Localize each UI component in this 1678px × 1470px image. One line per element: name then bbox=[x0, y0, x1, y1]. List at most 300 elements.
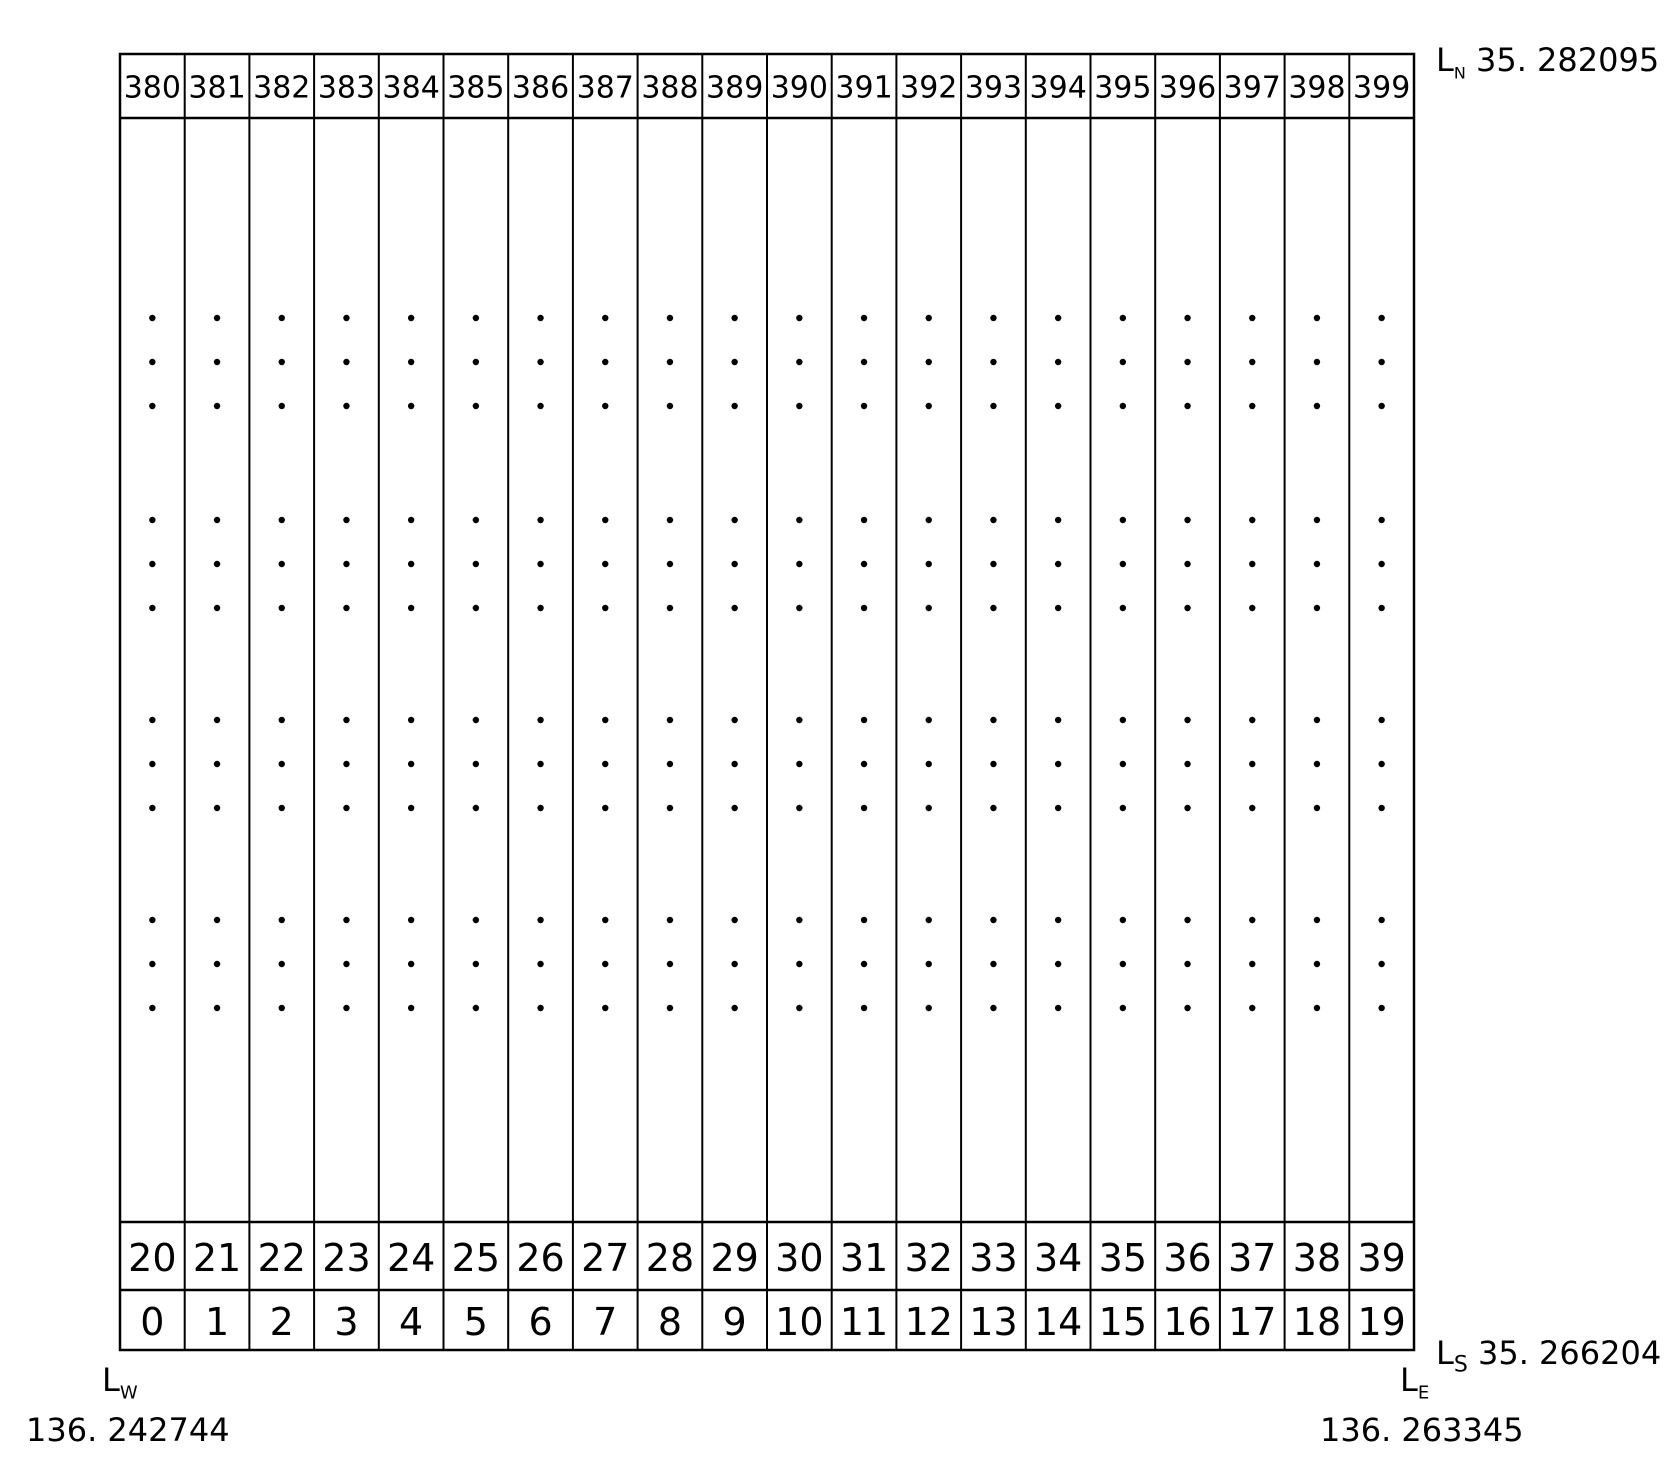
ellipsis-dot bbox=[537, 961, 543, 967]
ellipsis-dot bbox=[1184, 403, 1190, 409]
bottom-cell-number: 17 bbox=[1228, 1300, 1277, 1344]
west-longitude-value: 136. 242744 bbox=[26, 1411, 230, 1449]
second-row-cell-number: 24 bbox=[386, 1236, 436, 1280]
ellipsis-dot bbox=[602, 805, 608, 811]
ellipsis-dot bbox=[990, 805, 996, 811]
east-symbol: L bbox=[1400, 1361, 1418, 1399]
ellipsis-dot bbox=[1314, 805, 1320, 811]
ellipsis-dot bbox=[926, 917, 932, 923]
ellipsis-dot bbox=[731, 517, 737, 523]
ellipsis-dot bbox=[796, 717, 802, 723]
second-row-cell-number: 32 bbox=[904, 1236, 953, 1280]
ellipsis-dot bbox=[408, 359, 414, 365]
north-symbol: L bbox=[1436, 41, 1454, 79]
second-row-cell-number: 31 bbox=[839, 1236, 889, 1280]
ellipsis-dot bbox=[1378, 315, 1384, 321]
ellipsis-dot bbox=[1378, 805, 1384, 811]
ellipsis-dot bbox=[796, 1005, 802, 1011]
ellipsis-dot bbox=[1184, 805, 1190, 811]
ellipsis-dot bbox=[731, 717, 737, 723]
ellipsis-dot bbox=[1378, 761, 1384, 767]
ellipsis-dot bbox=[343, 517, 349, 523]
ellipsis-dot bbox=[861, 605, 867, 611]
ellipsis-dot bbox=[473, 761, 479, 767]
ellipsis-dot bbox=[408, 717, 414, 723]
ellipsis-dot bbox=[473, 961, 479, 967]
ellipsis-dot bbox=[1120, 517, 1126, 523]
second-row-cell-number: 37 bbox=[1228, 1236, 1277, 1280]
ellipsis-dot bbox=[667, 917, 673, 923]
ellipsis-dot bbox=[537, 805, 543, 811]
top-cell-number: 389 bbox=[706, 70, 764, 106]
second-row-cell-number: 33 bbox=[969, 1236, 1018, 1280]
ellipsis-dot bbox=[602, 917, 608, 923]
ellipsis-dot bbox=[667, 561, 673, 567]
ellipsis-dot bbox=[667, 717, 673, 723]
ellipsis-dot bbox=[473, 517, 479, 523]
ellipsis-dot bbox=[990, 359, 996, 365]
bottom-cell-number: 7 bbox=[593, 1300, 618, 1344]
ellipsis-dot bbox=[990, 761, 996, 767]
bottom-cell-number: 10 bbox=[775, 1300, 824, 1344]
ellipsis-dot bbox=[214, 717, 220, 723]
ellipsis-dot bbox=[408, 1005, 414, 1011]
ellipsis-dot bbox=[1378, 359, 1384, 365]
ellipsis-dot bbox=[1314, 717, 1320, 723]
second-row-cell-number: 39 bbox=[1357, 1236, 1406, 1280]
ellipsis-dot bbox=[1314, 403, 1320, 409]
ellipsis-dot bbox=[796, 917, 802, 923]
bottom-cell-number: 2 bbox=[269, 1300, 294, 1344]
ellipsis-dot bbox=[149, 1005, 155, 1011]
ellipsis-dot bbox=[149, 605, 155, 611]
ellipsis-dot bbox=[149, 315, 155, 321]
ellipsis-dot bbox=[602, 517, 608, 523]
second-row-cell-number: 27 bbox=[581, 1236, 630, 1280]
ellipsis-dot bbox=[602, 605, 608, 611]
ellipsis-dot bbox=[149, 961, 155, 967]
ellipsis-dot bbox=[1314, 961, 1320, 967]
ellipsis-dot bbox=[149, 359, 155, 365]
top-cell-number: 392 bbox=[900, 70, 958, 106]
ellipsis-dot bbox=[1055, 717, 1061, 723]
ellipsis-dot bbox=[1249, 315, 1255, 321]
second-row-cell-number: 21 bbox=[192, 1236, 242, 1280]
ellipsis-dot bbox=[343, 717, 349, 723]
south-latitude-label bbox=[1436, 1334, 1662, 1378]
ellipsis-dot bbox=[1249, 517, 1255, 523]
ellipsis-dot bbox=[279, 717, 285, 723]
ellipsis-dot bbox=[731, 605, 737, 611]
east-longitude-symbol bbox=[1400, 1361, 1430, 1404]
ellipsis-dot bbox=[149, 805, 155, 811]
ellipsis-dot bbox=[473, 917, 479, 923]
ellipsis-dot bbox=[1055, 761, 1061, 767]
bottom-cell-number: 5 bbox=[463, 1300, 488, 1344]
ellipsis-dot bbox=[861, 961, 867, 967]
ellipsis-dot bbox=[214, 315, 220, 321]
ellipsis-dot bbox=[667, 605, 673, 611]
top-cell-number: 386 bbox=[511, 70, 570, 106]
ellipsis-dot bbox=[1249, 403, 1255, 409]
ellipsis-dot bbox=[926, 315, 932, 321]
ellipsis-dot bbox=[667, 359, 673, 365]
ellipsis-dot bbox=[343, 961, 349, 967]
top-cell-number: 382 bbox=[253, 70, 311, 106]
ellipsis-dot bbox=[473, 605, 479, 611]
ellipsis-dot bbox=[1120, 315, 1126, 321]
ellipsis-dot bbox=[343, 761, 349, 767]
ellipsis-dot bbox=[1184, 761, 1190, 767]
ellipsis-dot bbox=[731, 761, 737, 767]
ellipsis-dot bbox=[408, 517, 414, 523]
ellipsis-dot bbox=[926, 517, 932, 523]
ellipsis-dot bbox=[279, 805, 285, 811]
bottom-cell-number: 14 bbox=[1033, 1300, 1083, 1344]
ellipsis-dot bbox=[149, 561, 155, 567]
bottom-cell-number: 16 bbox=[1163, 1300, 1212, 1344]
bottom-cell-number: 3 bbox=[334, 1300, 359, 1344]
ellipsis-dot bbox=[1314, 917, 1320, 923]
ellipsis-dot bbox=[1055, 561, 1061, 567]
ellipsis-dot bbox=[537, 359, 543, 365]
ellipsis-dot bbox=[1120, 561, 1126, 567]
top-cell-number: 398 bbox=[1288, 70, 1346, 106]
ellipsis-dot bbox=[343, 1005, 349, 1011]
ellipsis-dot bbox=[990, 961, 996, 967]
ellipsis-dot bbox=[926, 805, 932, 811]
ellipsis-dot bbox=[343, 917, 349, 923]
ellipsis-dot bbox=[1120, 605, 1126, 611]
ellipsis-dot bbox=[1184, 917, 1190, 923]
ellipsis-dot bbox=[990, 717, 996, 723]
ellipsis-dot bbox=[731, 561, 737, 567]
ellipsis-dot bbox=[796, 403, 802, 409]
ellipsis-dot bbox=[861, 517, 867, 523]
ellipsis-dot bbox=[1249, 1005, 1255, 1011]
ellipsis-dot bbox=[408, 561, 414, 567]
top-cell-number: 395 bbox=[1094, 70, 1152, 106]
ellipsis-dot bbox=[926, 961, 932, 967]
ellipsis-dot bbox=[861, 561, 867, 567]
ellipsis-dot bbox=[602, 359, 608, 365]
ellipsis-dot bbox=[214, 961, 220, 967]
ellipsis-dot bbox=[473, 717, 479, 723]
second-row-cell-number: 26 bbox=[516, 1236, 565, 1280]
ellipsis-dot bbox=[537, 561, 543, 567]
ellipsis-dot bbox=[990, 1005, 996, 1011]
ellipsis-dot bbox=[1055, 359, 1061, 365]
ellipsis-dot bbox=[214, 917, 220, 923]
top-cell-number: 384 bbox=[382, 70, 440, 106]
second-row-cell-number: 35 bbox=[1098, 1236, 1148, 1280]
bottom-cell-number: 0 bbox=[140, 1300, 165, 1344]
second-row-cell-number: 29 bbox=[710, 1236, 759, 1280]
bottom-cell-number: 13 bbox=[969, 1300, 1018, 1344]
ellipsis-dot bbox=[796, 315, 802, 321]
ellipsis-dot bbox=[990, 517, 996, 523]
ellipsis-dot bbox=[279, 403, 285, 409]
ellipsis-dot bbox=[279, 517, 285, 523]
ellipsis-dot bbox=[1314, 561, 1320, 567]
bottom-cell-number: 11 bbox=[839, 1300, 889, 1344]
ellipsis-dot bbox=[343, 315, 349, 321]
ellipsis-dot bbox=[1314, 359, 1320, 365]
ellipsis-dot bbox=[1120, 917, 1126, 923]
grid-columns bbox=[120, 54, 1414, 1350]
second-row-cell-number: 22 bbox=[257, 1236, 306, 1280]
ellipsis-dot bbox=[1120, 761, 1126, 767]
ellipsis-dot bbox=[214, 761, 220, 767]
ellipsis-dot bbox=[1055, 961, 1061, 967]
top-cell-number: 393 bbox=[964, 70, 1023, 106]
ellipsis-dot bbox=[926, 717, 932, 723]
ellipsis-dot bbox=[667, 315, 673, 321]
ellipsis-dot bbox=[1120, 961, 1126, 967]
ellipsis-dot bbox=[343, 605, 349, 611]
ellipsis-dot bbox=[1249, 917, 1255, 923]
ellipsis-dot bbox=[667, 761, 673, 767]
north-value: 35. 282095 bbox=[1475, 41, 1660, 79]
south-symbol: L bbox=[1436, 1334, 1454, 1372]
ellipsis-dot bbox=[1120, 1005, 1126, 1011]
ellipsis-dot bbox=[343, 359, 349, 365]
ellipsis-dot bbox=[1055, 917, 1061, 923]
ellipsis-dot bbox=[537, 517, 543, 523]
ellipsis-dot bbox=[861, 1005, 867, 1011]
ellipsis-dot bbox=[537, 1005, 543, 1011]
east-subscript: E bbox=[1417, 1382, 1430, 1404]
ellipsis-dot bbox=[408, 917, 414, 923]
ellipsis-dot bbox=[473, 805, 479, 811]
bottom-cell-number: 18 bbox=[1292, 1300, 1342, 1344]
ellipsis-dot bbox=[537, 605, 543, 611]
ellipsis-dot bbox=[667, 517, 673, 523]
ellipsis-dot bbox=[214, 359, 220, 365]
ellipsis-dot bbox=[602, 961, 608, 967]
top-cell-number: 396 bbox=[1158, 70, 1217, 106]
south-subscript: S bbox=[1453, 1352, 1468, 1378]
ellipsis-dot bbox=[861, 805, 867, 811]
ellipsis-dot bbox=[149, 917, 155, 923]
ellipsis-dot bbox=[279, 1005, 285, 1011]
ellipsis-dot bbox=[537, 917, 543, 923]
ellipsis-dot bbox=[990, 917, 996, 923]
ellipsis-dot bbox=[861, 359, 867, 365]
ellipsis-dot bbox=[408, 805, 414, 811]
ellipsis-dot bbox=[279, 917, 285, 923]
ellipsis-dot bbox=[796, 561, 802, 567]
ellipsis-dot bbox=[1184, 605, 1190, 611]
bottom-cell-number: 8 bbox=[657, 1300, 683, 1344]
ellipsis-dot bbox=[1314, 605, 1320, 611]
ellipsis-dot bbox=[602, 761, 608, 767]
ellipsis-dot bbox=[1184, 561, 1190, 567]
ellipsis-dot bbox=[990, 605, 996, 611]
ellipsis-dot bbox=[1184, 517, 1190, 523]
ellipsis-dot bbox=[602, 1005, 608, 1011]
ellipsis-dot bbox=[1249, 761, 1255, 767]
ellipsis-dot bbox=[1249, 561, 1255, 567]
ellipsis-dot bbox=[149, 517, 155, 523]
ellipsis-dot bbox=[473, 561, 479, 567]
ellipsis-dot bbox=[602, 403, 608, 409]
ellipsis-dot bbox=[731, 961, 737, 967]
ellipsis-dot bbox=[1120, 403, 1126, 409]
ellipsis-dot bbox=[796, 359, 802, 365]
ellipsis-dot bbox=[1184, 1005, 1190, 1011]
top-cell-number: 383 bbox=[317, 70, 376, 106]
second-row-cell-number: 20 bbox=[128, 1236, 177, 1280]
ellipsis-dot bbox=[602, 717, 608, 723]
west-symbol: L bbox=[102, 1361, 120, 1399]
ellipsis-dot bbox=[1249, 805, 1255, 811]
ellipsis-dot bbox=[1249, 605, 1255, 611]
second-row-cell-number: 36 bbox=[1163, 1236, 1212, 1280]
ellipsis-dot bbox=[926, 403, 932, 409]
north-latitude-label bbox=[1436, 41, 1660, 83]
ellipsis-dot bbox=[1378, 605, 1384, 611]
ellipsis-dot bbox=[537, 403, 543, 409]
ellipsis-dot bbox=[473, 359, 479, 365]
north-subscript: N bbox=[1453, 63, 1466, 83]
ellipsis-dot bbox=[1378, 717, 1384, 723]
ellipsis-dot bbox=[1314, 517, 1320, 523]
top-cell-number: 390 bbox=[770, 70, 828, 106]
ellipsis-dot bbox=[473, 315, 479, 321]
ellipsis-dot bbox=[1314, 315, 1320, 321]
ellipsis-dot bbox=[279, 561, 285, 567]
ellipsis-dot bbox=[1055, 605, 1061, 611]
west-subscript: W bbox=[119, 1382, 138, 1404]
second-row-cell-number: 38 bbox=[1292, 1236, 1342, 1280]
east-longitude-value: 136. 263345 bbox=[1320, 1411, 1524, 1449]
ellipsis-dot bbox=[473, 403, 479, 409]
ellipsis-dot bbox=[926, 605, 932, 611]
bottom-row-numbers bbox=[140, 1300, 1406, 1344]
top-cell-number: 391 bbox=[835, 70, 893, 106]
west-longitude-symbol bbox=[102, 1361, 138, 1404]
ellipsis-dot bbox=[343, 561, 349, 567]
ellipsis-dot bbox=[1314, 1005, 1320, 1011]
ellipsis-dot bbox=[667, 961, 673, 967]
ellipsis-dot bbox=[1378, 1005, 1384, 1011]
ellipsis-dot bbox=[731, 359, 737, 365]
ellipsis-dot bbox=[1184, 359, 1190, 365]
ellipsis-dot bbox=[1184, 315, 1190, 321]
top-cell-number: 397 bbox=[1223, 70, 1281, 106]
ellipsis-dot bbox=[537, 761, 543, 767]
ellipsis-dot bbox=[926, 1005, 932, 1011]
ellipsis-dot bbox=[926, 359, 932, 365]
second-row-cell-number: 30 bbox=[775, 1236, 824, 1280]
bottom-cell-number: 9 bbox=[722, 1300, 747, 1344]
ellipsis-dot bbox=[1055, 1005, 1061, 1011]
ellipsis-dot bbox=[731, 917, 737, 923]
bottom-cell-number: 15 bbox=[1098, 1300, 1148, 1344]
ellipsis-dot bbox=[537, 315, 543, 321]
ellipsis-dot bbox=[1055, 315, 1061, 321]
ellipsis-dot bbox=[602, 561, 608, 567]
ellipsis-dot bbox=[1314, 761, 1320, 767]
ellipsis-dot bbox=[279, 761, 285, 767]
ellipsis-dot bbox=[149, 761, 155, 767]
ellipsis-dot bbox=[214, 561, 220, 567]
ellipsis-dot bbox=[861, 761, 867, 767]
ellipsis-dot bbox=[408, 961, 414, 967]
top-cell-number: 385 bbox=[447, 70, 505, 106]
top-cell-number: 387 bbox=[576, 70, 634, 106]
ellipsis-dot bbox=[990, 315, 996, 321]
ellipsis-dot bbox=[1120, 359, 1126, 365]
top-cell-number: 388 bbox=[641, 70, 699, 106]
top-cell-number: 399 bbox=[1353, 70, 1411, 106]
ellipsis-dot bbox=[796, 517, 802, 523]
ellipsis-dot bbox=[1120, 805, 1126, 811]
ellipsis-dot bbox=[731, 403, 737, 409]
ellipsis-dot bbox=[1249, 961, 1255, 967]
ellipsis-dot bbox=[861, 717, 867, 723]
ellipsis-dot bbox=[214, 517, 220, 523]
ellipsis-dot bbox=[1378, 517, 1384, 523]
ellipsis-dot bbox=[214, 805, 220, 811]
ellipsis-dot bbox=[149, 717, 155, 723]
ellipsis-dot bbox=[214, 403, 220, 409]
ellipsis-dot bbox=[731, 1005, 737, 1011]
ellipsis-dot bbox=[1184, 717, 1190, 723]
ellipsis-dot bbox=[343, 403, 349, 409]
ellipsis-dot bbox=[796, 805, 802, 811]
top-cell-number: 381 bbox=[188, 70, 246, 106]
ellipsis-dot bbox=[343, 805, 349, 811]
south-value: 35. 266204 bbox=[1477, 1334, 1662, 1372]
ellipsis-dot bbox=[796, 761, 802, 767]
ellipsis-dot bbox=[861, 403, 867, 409]
bottom-cell-number: 19 bbox=[1357, 1300, 1406, 1344]
ellipsis-dot bbox=[1378, 403, 1384, 409]
ellipsis-dot bbox=[279, 605, 285, 611]
bottom-cell-number: 4 bbox=[399, 1300, 424, 1344]
ellipsis-dot bbox=[926, 761, 932, 767]
ellipsis-dot bbox=[408, 761, 414, 767]
ellipsis-dot bbox=[1378, 961, 1384, 967]
ellipsis-dot bbox=[1378, 561, 1384, 567]
ellipsis-dot bbox=[1249, 359, 1255, 365]
ellipsis-dot bbox=[796, 605, 802, 611]
ellipsis-dot bbox=[667, 1005, 673, 1011]
ellipsis-dot bbox=[731, 315, 737, 321]
second-row-cell-number: 25 bbox=[451, 1236, 501, 1280]
top-cell-number: 394 bbox=[1029, 70, 1087, 106]
ellipsis-dot bbox=[731, 805, 737, 811]
ellipsis-dot bbox=[667, 805, 673, 811]
ellipsis-dot bbox=[279, 315, 285, 321]
ellipsis-dot bbox=[279, 359, 285, 365]
ellipsis-dot bbox=[149, 403, 155, 409]
ellipsis-dot bbox=[408, 315, 414, 321]
ellipsis-dot bbox=[667, 403, 673, 409]
ellipsis-dot bbox=[537, 717, 543, 723]
ellipsis-dot bbox=[473, 1005, 479, 1011]
ellipsis-dot bbox=[279, 961, 285, 967]
ellipsis-dot bbox=[796, 961, 802, 967]
ellipsis-dot bbox=[214, 605, 220, 611]
ellipsis-dot bbox=[1055, 517, 1061, 523]
ellipsis-dot bbox=[214, 1005, 220, 1011]
ellipsis-dot bbox=[602, 315, 608, 321]
ellipsis-dot bbox=[1055, 805, 1061, 811]
bottom-cell-number: 1 bbox=[204, 1300, 230, 1344]
